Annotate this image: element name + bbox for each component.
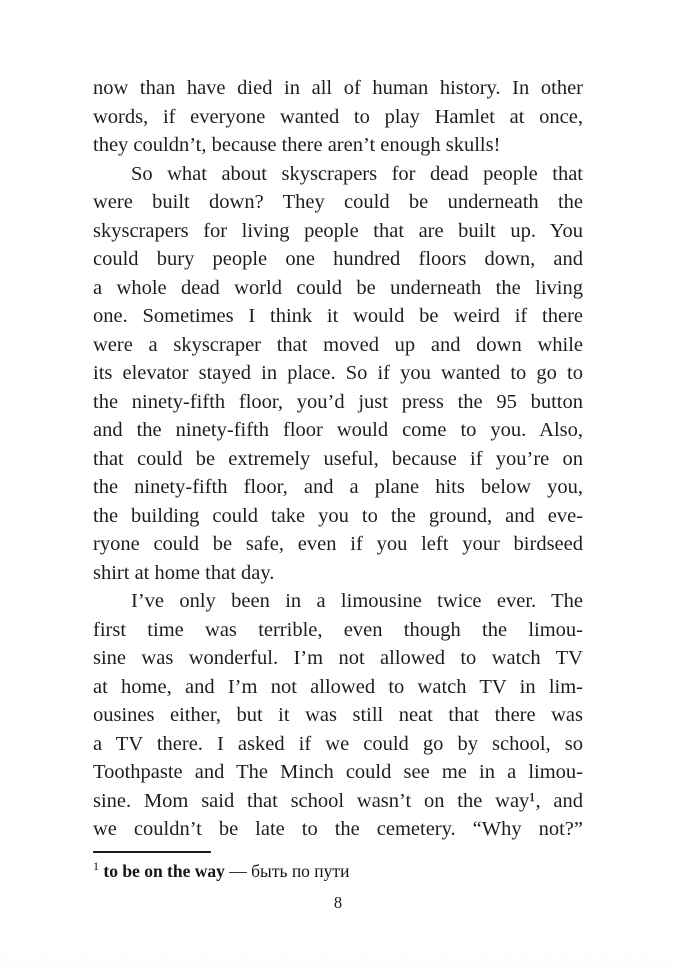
footnote-term: to be on the way: [103, 861, 225, 881]
text-line: So what about skyscrapers for dead people that: [131, 162, 583, 185]
text-line: the building could take you to the ground, and eve-: [93, 504, 583, 527]
text-line: we couldn’t be late to the cemetery. “Why not?”: [93, 818, 583, 840]
text-line: sine was wonderful. I’m not allowed to watch TV: [93, 647, 583, 669]
text-line: a TV there. I asked if we could go by school, so: [93, 732, 583, 755]
text-line: shirt at home that day.: [93, 561, 275, 584]
text-line: ousines either, but it was still neat that there was: [93, 704, 583, 726]
text-line: I’ve only been in a limousine twice ever. The: [131, 590, 583, 612]
text-line: could bury people one hundred floors down, and: [93, 248, 583, 270]
text-line: words, if everyone wanted to play Hamlet at once,: [93, 105, 583, 128]
text-line: skyscrapers for living people that are built up. You: [93, 219, 583, 242]
page-bleed-artifact: [0, 958, 676, 970]
paragraph: [93, 160, 583, 588]
text-line: its elevator stayed in place. So if you wanted to go to: [93, 362, 583, 384]
paragraph: [93, 587, 583, 844]
text-line: one. Sometimes I think it would be weird if there: [93, 305, 583, 327]
paragraph: [93, 74, 583, 160]
text-line: were a skyscraper that moved up and down while: [93, 333, 583, 356]
footnote-marker: 1: [93, 859, 99, 874]
text-line: they couldn’t, because there aren’t enough skulls!: [93, 134, 501, 156]
text-line: now than have died in all of human history. In other: [93, 77, 583, 99]
text-line: ryone could be safe, even if you left your birdseed: [93, 533, 583, 555]
text-line: that could be extremely useful, because if you’re on: [93, 447, 583, 470]
text-line: and the ninety-fifth floor would come to you. Also,: [93, 419, 583, 441]
text-block: [93, 74, 583, 844]
footnote: [93, 851, 583, 883]
text-line: a whole dead world could be underneath the living: [93, 276, 583, 299]
text-line: sine. Mom said that school wasn’t on the way¹, and: [93, 789, 583, 812]
footnote-text: [93, 860, 583, 883]
text-line: the ninety-fifth floor, you’d just press the 95 button: [93, 390, 583, 413]
text-line: were built down? They could be underneath the: [93, 191, 583, 213]
page-number: 8: [333, 893, 343, 912]
text-line: at home, and I’m not allowed to watch TV in lim-: [93, 675, 583, 698]
footnote-rule: [93, 851, 211, 853]
text-line: first time was terrible, even though the limou-: [93, 618, 583, 641]
text-line: the ninety-fifth floor, and a plane hits below you,: [93, 476, 583, 498]
text-line: Toothpaste and The Minch could see me in a limou-: [93, 761, 583, 783]
footnote-definition: — быть по пути: [224, 861, 350, 881]
